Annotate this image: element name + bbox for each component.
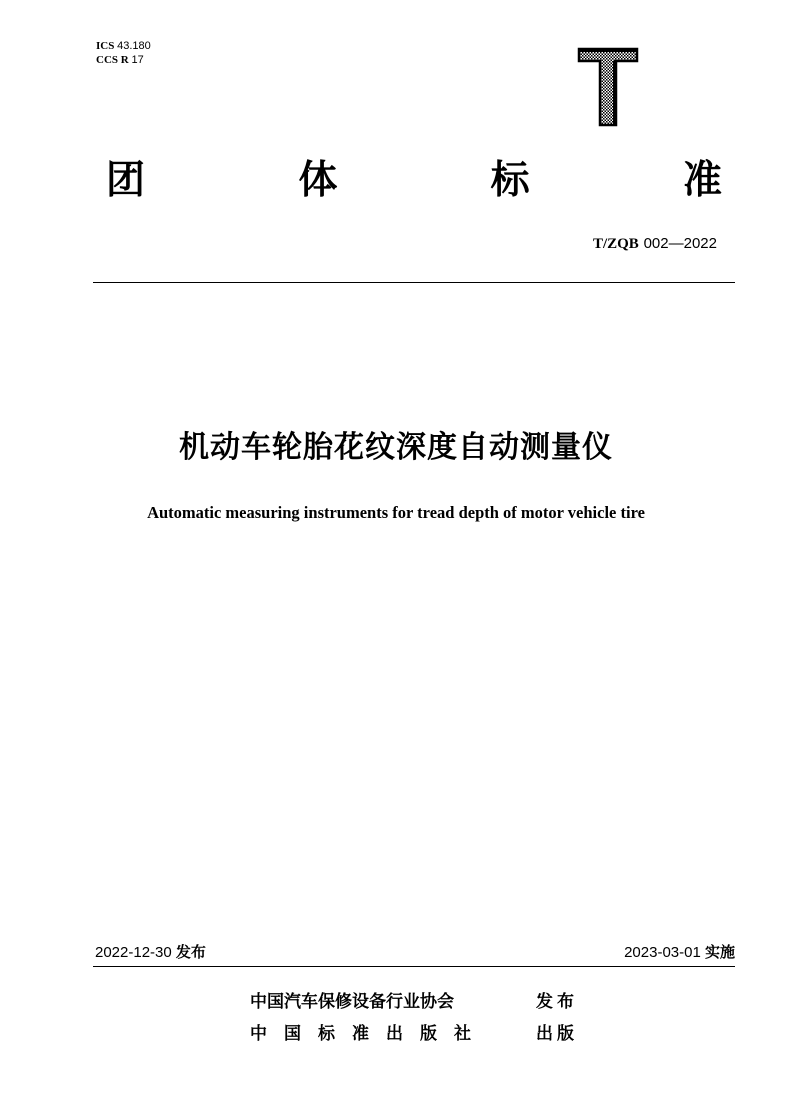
t-standard-logo	[576, 46, 640, 128]
publisher-name: 中国标准出版社	[250, 1024, 488, 1044]
ccs-value: 17	[131, 54, 144, 66]
publisher-name: 中国汽车保修设备行业协会	[250, 992, 454, 1012]
effective-date	[624, 942, 735, 963]
standard-type-char: 团	[106, 158, 146, 203]
standard-type-title	[106, 158, 722, 204]
footer-divider	[93, 966, 735, 967]
effective-date-label: 实施	[704, 943, 735, 961]
ccs-code: R	[120, 54, 129, 66]
ccs-line	[96, 54, 144, 67]
ics-label: ICS	[96, 40, 115, 52]
publisher-action: 发布	[536, 992, 578, 1012]
ics-line	[96, 40, 151, 53]
t-logo-icon	[576, 46, 640, 128]
issue-date	[95, 942, 206, 963]
effective-date-value: 2023-03-01	[624, 944, 701, 961]
document-title-en: Automatic measuring instruments for tread depth of motor vehicle tire	[147, 503, 645, 522]
standard-type-char: 准	[682, 158, 722, 203]
issue-date-value: 2022-12-30	[95, 944, 172, 961]
standard-type-char: 体	[298, 158, 338, 203]
ccs-label: CCS	[96, 54, 119, 66]
issue-date-label: 发布	[175, 943, 206, 961]
standard-code	[593, 233, 717, 254]
standard-type-char: 标	[490, 158, 530, 203]
standard-code-number: 002—2022	[643, 235, 717, 252]
document-title-cn: 机动车轮胎花纹深度自动测量仪	[179, 430, 613, 465]
publisher-action: 出版	[536, 1024, 578, 1044]
standard-code-prefix: T/ZQB	[592, 236, 639, 252]
header-divider	[93, 282, 735, 283]
ics-value: 43.180	[117, 40, 151, 52]
